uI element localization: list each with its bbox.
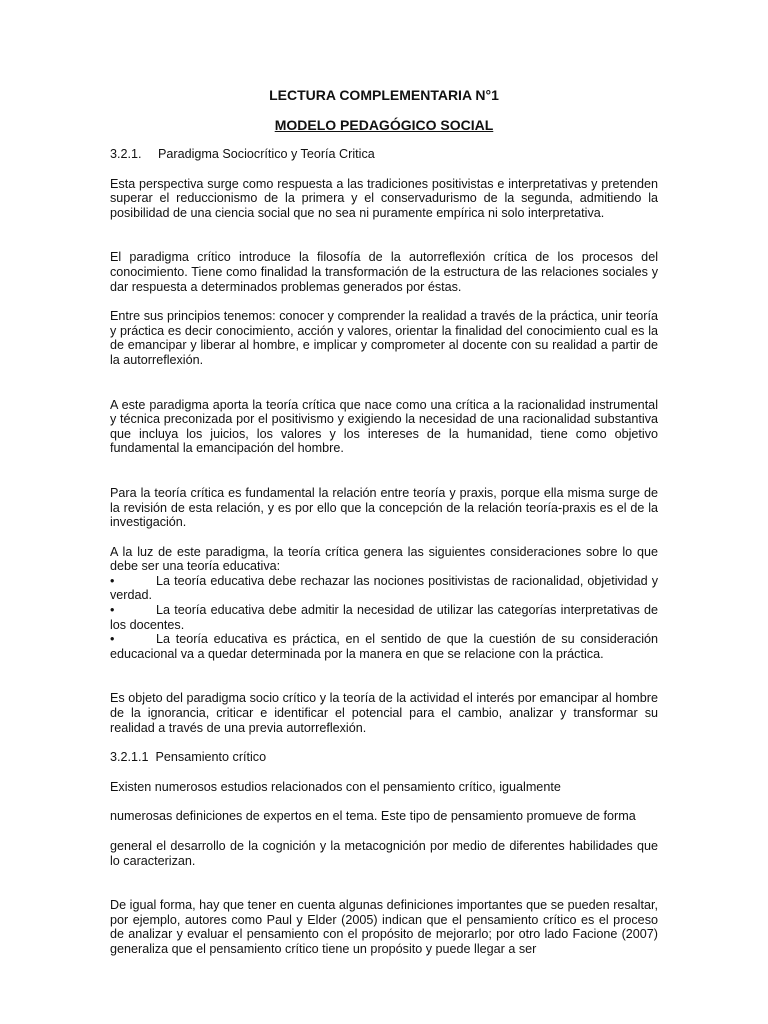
paragraph-8: Existen numerosos estudios relacionados con el pensamiento crítico, igualmente xyxy=(110,779,561,794)
section-heading-3-2-1 xyxy=(110,147,658,162)
paragraph-5: Para la teoría crítica es fundamental la relación entre teoría y praxis, porque ella misma surge de la revisión de esta relación, y es por ello que la concepción de la relación teoría-praxis es el de la investigación. xyxy=(110,485,658,530)
bullet-item xyxy=(110,603,658,632)
paragraph-11: De igual forma, hay que tener en cuenta algunas definiciones importantes que se pueden resaltar, por ejemplo, autores como Paul y Elder (2005) indican que el pensamiento crítico es el proceso de analizar y evaluar el pensamiento con el propósito de mejorarlo; por otro lado Facione (2007) generaliza que el pensamiento crítico tiene un propósito y puede llegar a ser xyxy=(110,898,658,956)
section-heading-text: Pensamiento crítico xyxy=(155,750,267,765)
bullet-list xyxy=(110,574,658,662)
section-heading-3-2-1-1 xyxy=(110,750,658,765)
paragraph-1: Esta perspectiva surge como respuesta a las tradiciones positivistas e interpretativas y pretenden superar el reduccionismo de la primera y el conservadurismo de la segunda, admitiendo la posibilidad de una ciencia social que no sea ni puramente empírica ni solo interpretativa. xyxy=(110,176,658,220)
section-number: 3.2.1.1 xyxy=(110,750,149,765)
bullet-item xyxy=(110,632,658,661)
paragraph-6: A la luz de este paradigma, la teoría crítica genera las siguientes consideraciones sobre lo que debe ser una teoría educativa: xyxy=(110,544,658,574)
paragraph-9: numerosas definiciones de expertos en el tema. Este tipo de pensamiento promueve de forma xyxy=(110,809,636,824)
paragraph-3: Entre sus principios tenemos: conocer y comprender la realidad a través de la práctica, unir teoría y práctica es decir conocimiento, acción y valores, orientar la finalidad del conocimiento cual es la de emancipar y liberar al hombre, e implicar y comprometer al docente con su realidad a partir de la autorreflexión. xyxy=(110,309,658,367)
bullet-text: La teoría educativa debe rechazar las nociones positivistas de racionalidad, objetividad y verdad. xyxy=(110,573,658,603)
bullet-mark: • xyxy=(110,603,115,618)
bullet-mark: • xyxy=(110,573,115,588)
bullet-item xyxy=(110,574,658,603)
section-number: 3.2.1. xyxy=(110,147,142,161)
bullet-mark: • xyxy=(110,632,115,647)
bullet-text: La teoría educativa es práctica, en el sentido de que la cuestión de su consideración educacional va a quedar determinada por la manera en que se relacione con la práctica. xyxy=(110,632,658,661)
paragraph-7: Es objeto del paradigma socio crítico y la teoría de la actividad el interés por emancipar al hombre de la ignorancia, criticar e identificar el potencial para el cambio, analizar y transformar su realidad a través de una previa autorreflexión. xyxy=(110,691,658,735)
section-heading-text: Paradigma Sociocrítico y Teoría Critica xyxy=(158,147,375,161)
paragraph-4: A este paradigma aporta la teoría crítica que nace como una crítica a la racionalidad instrumental y técnica preconizada por el positivismo y exigiendo la necesidad de una racionalidad substantiva que incluya los juicios, los valores y los intereses de la humanidad, tiene como objetivo fundamental la emancipación del hombre. xyxy=(110,397,658,456)
bullet-text: La teoría educativa debe admitir la necesidad de utilizar las categorías interpretativas de los docentes. xyxy=(110,603,658,632)
paragraph-10: general el desarrollo de la cognición y la metacognición por medio de diferentes habilidades que lo caracterizan. xyxy=(110,839,658,868)
paragraph-2: El paradigma crítico introduce la filosofía de la autorreflexión crítica de los procesos del conocimiento. Tiene como finalidad la transformación de la estructura de las relaciones sociales y dar respuesta a determinados problemas generados por éstas. xyxy=(110,250,658,294)
document-subtitle: MODELO PEDAGÓGICO SOCIAL xyxy=(274,117,494,133)
document-body xyxy=(110,87,658,957)
document-title: LECTURA COMPLEMENTARIA N°1 xyxy=(269,87,499,103)
